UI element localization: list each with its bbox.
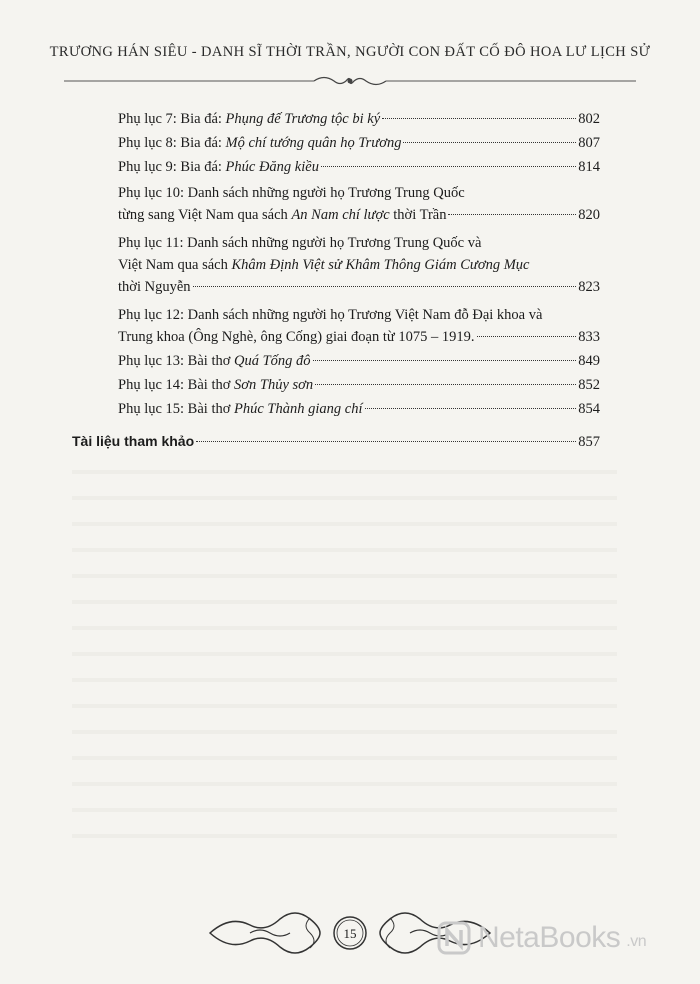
- running-header: TRƯƠNG HÁN SIÊU - DANH SĨ THỜI TRẦN, NGƯỜI CON ĐẤT CỐ ĐÔ HOA LƯ LỊCH SỬ: [49, 44, 651, 60]
- toc-entry-references[interactable]: Tài liệu tham khảo 857: [72, 433, 600, 450]
- brand-name: NetaBooks: [478, 921, 621, 954]
- toc-entry-appendix-15[interactable]: Phụ lục 15: Bài thơ Phúc Thành giang chí 854: [118, 401, 600, 417]
- toc-entry-appendix-12[interactable]: Phụ lục 12: Danh sách những người họ Trương Việt Nam đỗ Đại khoa và Trung khoa (Ông Nghè, ông Cống) giai đoạn từ 1075 – 1919. 833: [118, 307, 600, 345]
- toc-entry-appendix-13[interactable]: Phụ lục 13: Bài thơ Quá Tống đô 849: [118, 353, 600, 369]
- toc-entry-appendix-10[interactable]: Phụ lục 10: Danh sách những người họ Trương Trung Quốc từng sang Việt Nam qua sách An Nam chí lược thời Trần 820: [118, 185, 600, 223]
- bleed-through-text: [72, 450, 617, 850]
- toc-entry-appendix-14[interactable]: Phụ lục 14: Bài thơ Sơn Thủy sơn 852: [118, 377, 600, 393]
- watermark-logo: [436, 918, 686, 958]
- netabooks-logo-icon: [436, 920, 472, 956]
- page-number: 15: [343, 926, 357, 941]
- header-ornament-rule: [64, 74, 636, 88]
- toc-entry-appendix-7[interactable]: Phụ lục 7: Bia đá: Phụng đế Trương tộc bi ký 802: [118, 111, 600, 127]
- toc-entry-appendix-9[interactable]: Phụ lục 9: Bia đá: Phúc Đăng kiều 814: [118, 159, 600, 175]
- toc-entry-appendix-11[interactable]: Phụ lục 11: Danh sách những người họ Trương Trung Quốc và Việt Nam qua sách Khâm Định Việt sử Khâm Thông Giám Cương Mục thời Nguyễn 823: [118, 235, 600, 295]
- toc-entry-appendix-8[interactable]: Phụ lục 8: Bia đá: Mộ chí tướng quân họ Trương 807: [118, 135, 600, 151]
- brand-domain: .vn: [626, 933, 647, 950]
